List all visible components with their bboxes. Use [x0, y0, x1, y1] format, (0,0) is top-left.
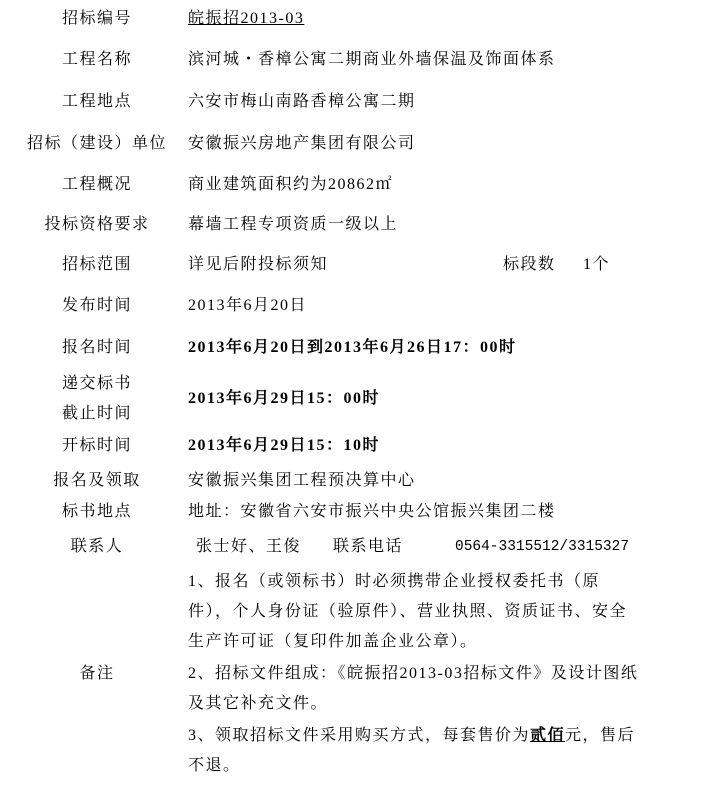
- contact-phone-label: 联系电话: [333, 537, 404, 555]
- remark-note-line: [188, 721, 635, 751]
- bid-number-value: 皖振招2013-03: [188, 10, 305, 27]
- remark-note-line: 1、报名（或领标书）时必须携带企业授权委托书（原: [188, 573, 601, 590]
- opening-time-label: 开标时间: [61, 437, 132, 454]
- contact-label: 联系人: [70, 537, 124, 555]
- bid-number-cell: [188, 0, 708, 38]
- submission-deadline-value: 2013年6月29日15：00时: [188, 389, 381, 407]
- lots-label: 标段数: [503, 255, 556, 273]
- row-bid-number: [0, 0, 708, 38]
- bid-number-label: 招标编号: [61, 10, 132, 27]
- registration-time-value: 2013年6月20日到2013年6月26日17：00时: [188, 338, 517, 356]
- row-overview: [0, 165, 708, 205]
- row-project-name: [0, 38, 708, 81]
- price-emphasis: 贰佰: [530, 727, 566, 744]
- overview-label: 工程概况: [61, 176, 132, 193]
- registration-time-label: 报名时间: [61, 338, 132, 356]
- row-submission-deadline: [0, 369, 708, 428]
- qualification-value: 幕墙工程专项资质一级以上: [188, 215, 399, 233]
- row-registration-time: [0, 326, 708, 369]
- project-location-value: 六安市梅山南路香樟公寓二期: [188, 93, 416, 110]
- row-registration-place: [0, 464, 708, 527]
- registration-place-label-line: 标书地点: [61, 502, 132, 520]
- registration-place-label-line: 报名及领取: [53, 471, 141, 489]
- tenderer-value: 安徽振兴房地产集团有限公司: [188, 135, 416, 152]
- row-contact: [0, 527, 708, 566]
- project-name-value: 滨河城・香樟公寓二期商业外墙保温及饰面体系: [188, 50, 556, 68]
- remark-note-line: 不退。: [188, 757, 241, 774]
- contact-phone: 0564-3315512/3315327: [455, 538, 630, 555]
- registration-place-address: 地址：安徽省六安市振兴中央公馆振兴集团二楼: [188, 502, 556, 520]
- remark-note-line: 件），个人身份证（验原件）、营业执照、资质证书、安全: [188, 603, 628, 620]
- lots-value: 1个: [583, 255, 611, 273]
- publish-time-label: 发布时间: [61, 296, 132, 314]
- qualification-label: 投标资格要求: [44, 215, 150, 233]
- registration-place-label: [0, 464, 194, 527]
- submission-deadline-label-line: 截止时间: [61, 404, 132, 422]
- row-publish-time: [0, 285, 708, 326]
- remark-note-3: [188, 721, 635, 781]
- row-qualification: [0, 205, 708, 244]
- remark-note-1: [188, 567, 627, 657]
- project-name-label: 工程名称: [61, 50, 132, 68]
- submission-deadline-label: [0, 369, 194, 428]
- registration-place-name: 安徽振兴集团工程预决算中心: [188, 471, 416, 489]
- row-project-location: [0, 81, 708, 123]
- opening-time-value: 2013年6月29日15：10时: [188, 437, 381, 454]
- remark-note-line: 2、招标文件组成：《皖振招2013-03招标文件》及设计图纸: [188, 665, 639, 682]
- remark-note-text: 3、领取招标文件采用购买方式，每套售价为: [188, 727, 531, 744]
- row-remarks: [0, 566, 708, 781]
- row-opening-time: [0, 428, 708, 464]
- remark-note-line: 及其它补充文件。: [188, 695, 329, 712]
- overview-value: 商业建筑面积约为20862㎡: [188, 176, 394, 193]
- remark-note-line: 生产许可证（复印件加盖企业公章）。: [188, 633, 478, 650]
- row-scope: [0, 244, 708, 285]
- row-tenderer: [0, 123, 708, 165]
- remarks-notes: [188, 566, 708, 781]
- publish-time-value: 2013年6月20日: [188, 296, 308, 314]
- registration-place-value: [188, 464, 708, 527]
- scope-value: 详见后附投标须知: [188, 255, 329, 273]
- submission-deadline-label-line: 递交标书: [61, 374, 132, 392]
- remark-note-2: [188, 659, 638, 719]
- scope-label: 招标范围: [61, 255, 132, 273]
- tenderer-label: 招标（建设）单位: [26, 135, 167, 152]
- remark-note-text: 元，售后: [565, 727, 636, 744]
- project-location-label: 工程地点: [61, 93, 132, 110]
- contact-names: 张士好、王俊: [196, 537, 302, 555]
- remarks-label: 备注: [79, 664, 115, 682]
